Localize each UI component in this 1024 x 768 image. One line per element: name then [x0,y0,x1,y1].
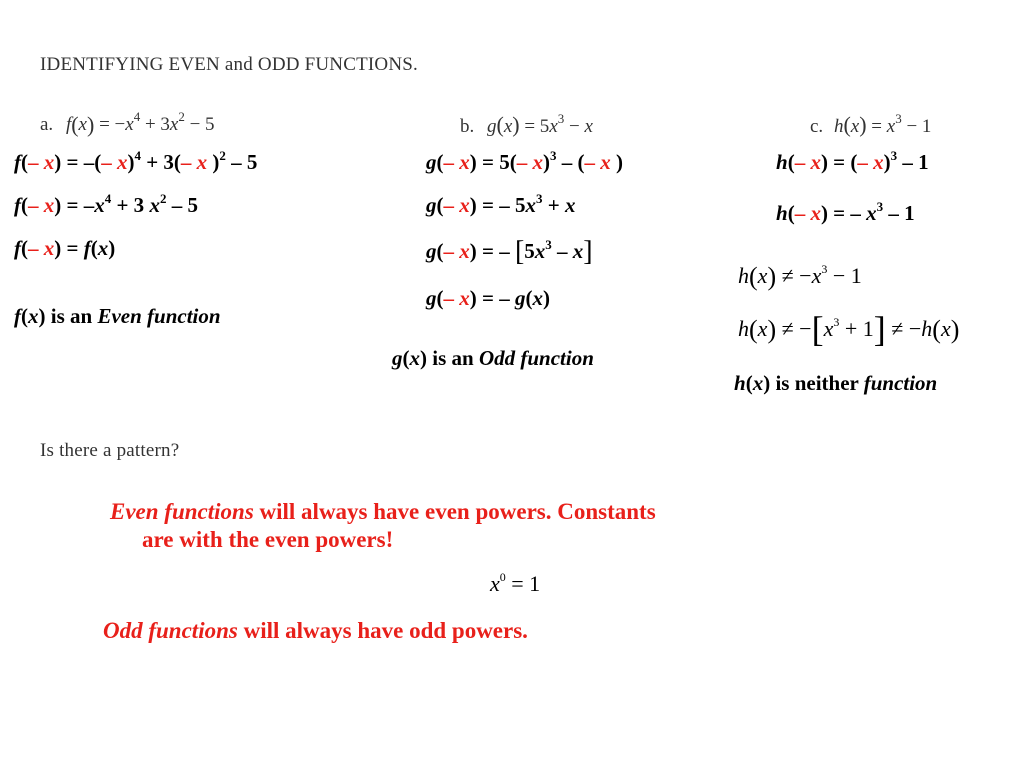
even-rule-line2: are with the even powers! [142,527,394,552]
zero-power-exp: 0 [499,570,506,584]
label-b: b. [460,116,475,137]
a-conclusion: f(x) is an Even function [14,304,221,328]
problem-a-label: a. $f(x) = -x^4 + 3x^2 - 5$ [40,109,215,137]
b-step2: g(– x) = – $5x^3 + x$ [426,191,576,217]
c-conclusion-text: is neither [775,371,859,395]
pattern-question: Is there a pattern? [40,440,180,461]
b-step3: g(– x) = – $[5x^3 - x]$ [426,236,593,267]
a-step2: f(– $x) = -x^4 + 3$ $x^2 - 5$ [14,191,198,217]
odd-text: will always have odd powers. [243,618,528,643]
zero-power-base: x [490,571,500,596]
even-text-line1: will always have even powers. Constants [259,499,656,524]
problem-b-label: b. $g(x) = 5x^3 - x$ [460,111,593,137]
c-step2: h(– x) = – $x^3 - 1$ [776,199,915,225]
a-conclusion-text: is an [50,304,93,328]
c-not-equal-1: $h(x) \ne -x^3 - 1$ [738,262,862,291]
odd-rule [103,618,528,644]
page-title: IDENTIFYING EVEN and ODD FUNCTIONS. [40,54,418,75]
a-step1: f(– x) = –(– x)$^4$ + 3(– x )$^2$ – 5 [14,148,258,174]
zero-power-rhs: = 1 [511,571,541,596]
b-conclusion: g(x) is an Odd function [392,346,594,370]
label-c: c. [810,116,824,137]
c-conclusion: h(x) is neither function [734,371,938,395]
a-conclusion-kind: Even function [97,304,221,328]
c-not-equal-2: $h(x) \ne -[x^3 + 1] \ne -h(x)$ [738,309,960,349]
b-step1: g(– x) = 5(– x)$^3$ – (– x ) [426,148,623,174]
c-conclusion-kind: function [863,371,938,395]
label-a: a. [40,114,54,135]
zero-power-identity [490,571,540,597]
even-rule-line1 [110,499,656,525]
b-step4: g(– x) = – g(x) [426,286,550,310]
a-step3: f(– x) = f(x) [14,236,116,260]
b-conclusion-text: is an [432,346,474,370]
even-emphasis: Even functions [110,499,254,524]
c-step1: h(– x) = (– x)$^3$ – 1 [776,148,929,174]
b-conclusion-kind: Odd function [478,346,594,370]
odd-emphasis: Odd functions [103,618,238,643]
problem-c-label: c. $h(x) = x^3 - 1$ [810,111,932,137]
